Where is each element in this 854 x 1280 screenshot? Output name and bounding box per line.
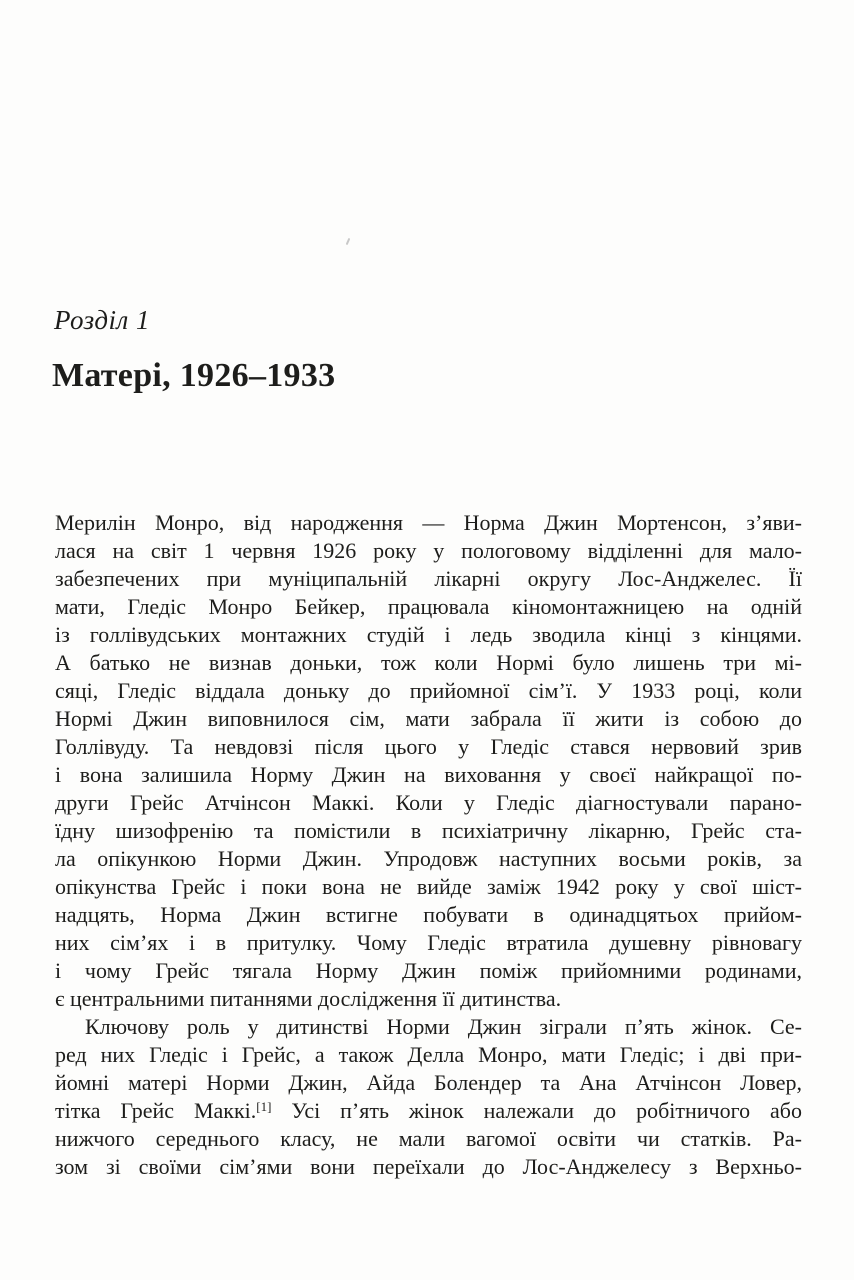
text-line: забезпечених при муніципальній лікарні округу Лос-Анджелес. Її	[55, 566, 802, 591]
text-line: Ключову роль у дитинстві Норми Джин зіграли п’ять жінок. Се-	[85, 1014, 802, 1039]
page-title: Матері, 1926–1933	[52, 357, 336, 394]
text-line: Нормі Джин виповнилося сім, мати забрала її жити із собою до	[55, 706, 802, 731]
text-line: А батько не визнав доньки, тож коли Нормі було лишень три мі-	[55, 650, 802, 675]
text-line: сяці, Гледіс віддала доньку до прийомної сім’ї. У 1933 році, коли	[55, 678, 802, 703]
text-line: є центральними питаннями дослідження її дитинства.	[55, 986, 562, 1011]
text-line: ла опікункою Норми Джин. Упродовж наступних восьми років, за	[55, 846, 802, 871]
text-line: і чому Грейс тягала Норму Джин поміж прийомними родинами,	[55, 958, 802, 983]
text-line: нижчого середнього класу, не мали вагомої освіти чи статків. Ра-	[55, 1126, 802, 1151]
text-line: мати, Гледіс Монро Бейкер, працювала кіномонтажницею на одній	[55, 594, 802, 619]
text-line: них сім’ях і в притулку. Чому Гледіс втратила душевну рівновагу	[55, 930, 802, 955]
text-line: тітка Грейс Маккі.[1] Усі п’ять жінок належали до робітничого або	[55, 1098, 802, 1123]
text-line: Мерилін Монро, від народження — Норма Джин Мортенсон, з’яви-	[55, 510, 802, 535]
text-line: із голлівудських монтажних студій і ледь зводила кінці з кінцями.	[55, 622, 802, 647]
text-line: опікунства Грейс і поки вона не вийде заміж 1942 року у свої шіст-	[55, 874, 802, 899]
scan-artifact-mark	[346, 238, 351, 245]
text-line: Голлівуду. Та невдовзі після цього у Гледіс стався нервовий зрив	[55, 734, 802, 759]
footnote-marker: [1]	[256, 1099, 272, 1114]
text-line: зом зі своїми сім’ями вони переїхали до Лос-Анджелесу з Верхньо-	[55, 1154, 802, 1179]
text-line: і вона залишила Норму Джин на виховання у своєї найкращої по-	[55, 762, 802, 787]
text-line: йомні матері Норми Джин, Айда Болендер та Ана Атчінсон Ловер,	[55, 1070, 802, 1095]
text-line: ред них Гледіс і Грейс, а також Делла Монро, мати Гледіс; і дві при-	[55, 1042, 802, 1067]
text-line: їдну шизофренію та помістили в психіатричну лікарню, Грейс ста-	[55, 818, 802, 843]
text-line: лася на світ 1 червня 1926 року у пологовому відділенні для мало-	[55, 538, 802, 563]
text-line: други Грейс Атчінсон Маккі. Коли у Гледіс діагностували парано-	[55, 790, 802, 815]
body-text	[55, 509, 802, 1181]
text-line: надцять, Норма Джин встигне побувати в одинадцятьох прийом-	[55, 902, 802, 927]
chapter-label: Розділ 1	[54, 305, 151, 335]
